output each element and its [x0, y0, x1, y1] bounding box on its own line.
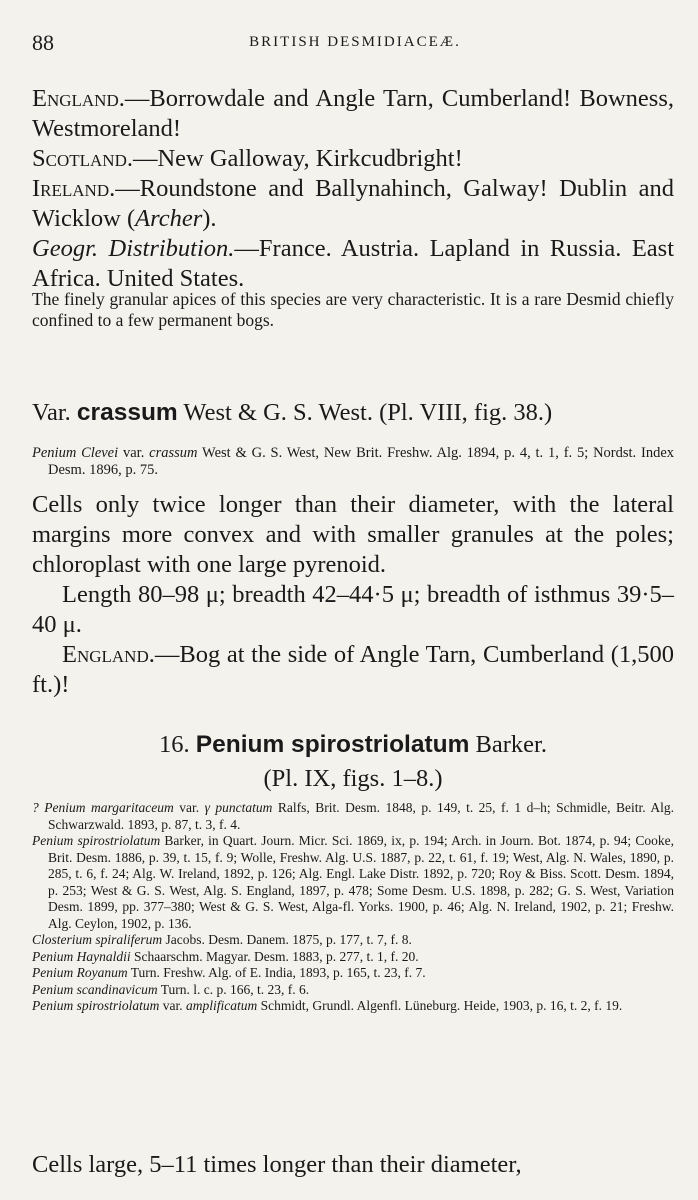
- ireland-distribution: Ireland.—Roundstone and Ballynahinch, Galway! Dublin and Wicklow (Archer).: [32, 175, 674, 232]
- synonym-entry: ? Penium margaritaceum var. γ punctatum Ralfs, Brit. Desm. 1848, p. 149, t. 25, f. 1 d–h; Schmidle, Beitr. Alg. Schwarzwald. 1893, p. 87, t. 3, f. 4.: [32, 800, 675, 832]
- running-title: BRITISH DESMIDIACEÆ.: [249, 34, 461, 50]
- synonym-entry: Penium spirostriolatum var. amplificatum Schmidt, Grundl. Algenfl. Lüneburg. Heide, 1903, p. 16, t. 2, f. 19.: [32, 998, 623, 1013]
- species-description: Cells large, 5–11 times longer than their diameter,: [32, 1151, 522, 1178]
- species-note: The finely granular apices of this species are very characteristic. It is a rare Desmid chiefly confined to a few permanent bogs.: [32, 289, 674, 330]
- synonym-list: [32, 800, 674, 1015]
- synonym-entry: Penium Haynaldii Schaarschm. Magyar. Desm. 1883, p. 277, t. 1, f. 20.: [32, 948, 419, 964]
- synonym-entry: Closterium spiraliferum Jacobs. Desm. Danem. 1875, p. 177, t. 7, f. 8.: [32, 932, 412, 947]
- page-header: [32, 30, 678, 56]
- species-plate: (Pl. IX, figs. 1–8.): [263, 765, 443, 792]
- variety-description: Cells only twice longer than their diameter, with the lateral margins more convex and with smaller granules at the poles; chloroplast with one large pyrenoid.: [32, 491, 674, 578]
- distribution-block: [32, 84, 674, 294]
- england-distribution: England.—Borrowdale and Angle Tarn, Cumberland! Bowness, Westmoreland!: [32, 85, 674, 142]
- synonym-entry: Penium spirostriolatum Barker, in Quart. Journ. Micr. Sci. 1869, ix, p. 194; Arch. in Journ. Bot. 1874, p. 94; Cooke, Brit. Desm. 1886, p. 39, t. 15, f. 9; Wolle, Freshw. Alg. U.S. 1887, p. 22, t. 61, f. 19; West, Alg. N. Wales, 1890, p. 285, t. 6, f. 24; Alg. W. Ireland, 1892, p. 126; Alg. Engl. Lake Distr. 1892, p. 720; Roy & Biss. Scott. Desm. 1894, p. 253; West & G. S. West, Alg. S. England, 1897, p. 478; Some Desm. U.S. 1898, p. 282; G. S. West, Variation Desm. 1899, pp. 377–380; West & G. S. West, Alga-fl. Yorks. 1900, p. 46; Alg. N. Ireland, 1902, p. 21; Freshw. Alg. Ceylon, 1902, p. 136.: [32, 833, 675, 931]
- synonym-entry: Penium Royanum Turn. Freshw. Alg. of E. India, 1893, p. 165, t. 23, f. 7.: [32, 965, 426, 980]
- page-number: 88: [32, 30, 54, 55]
- variety-reference: Penium Clevei var. crassum West & G. S. West, New Brit. Freshw. Alg. 1894, p. 4, t. 1, f. 5; Nordst. Index Desm. 1896, p. 75.: [32, 445, 675, 478]
- variety-measurements: Length 80–98 μ; breadth 42–44·5 μ; breadth of isthmus 39·5–40 μ.: [32, 581, 674, 638]
- scotland-distribution: Scotland.—New Galloway, Kirkcudbright!: [32, 145, 463, 172]
- variety-heading: Var. crassum West & G. S. West. (Pl. VIII, fig. 38.): [32, 399, 553, 426]
- species-heading: 16. Penium spirostriolatum Barker.: [159, 731, 547, 758]
- synonym-entry: Penium scandinavicum Turn. l. c. p. 166, t. 23, f. 6.: [32, 981, 310, 997]
- variety-england: England.—Bog at the side of Angle Tarn, Cumberland (1,500 ft.)!: [32, 641, 674, 698]
- geographic-distribution: Geogr. Distribution.—France. Austria. Lapland in Russia. East Africa. United States.: [32, 235, 674, 292]
